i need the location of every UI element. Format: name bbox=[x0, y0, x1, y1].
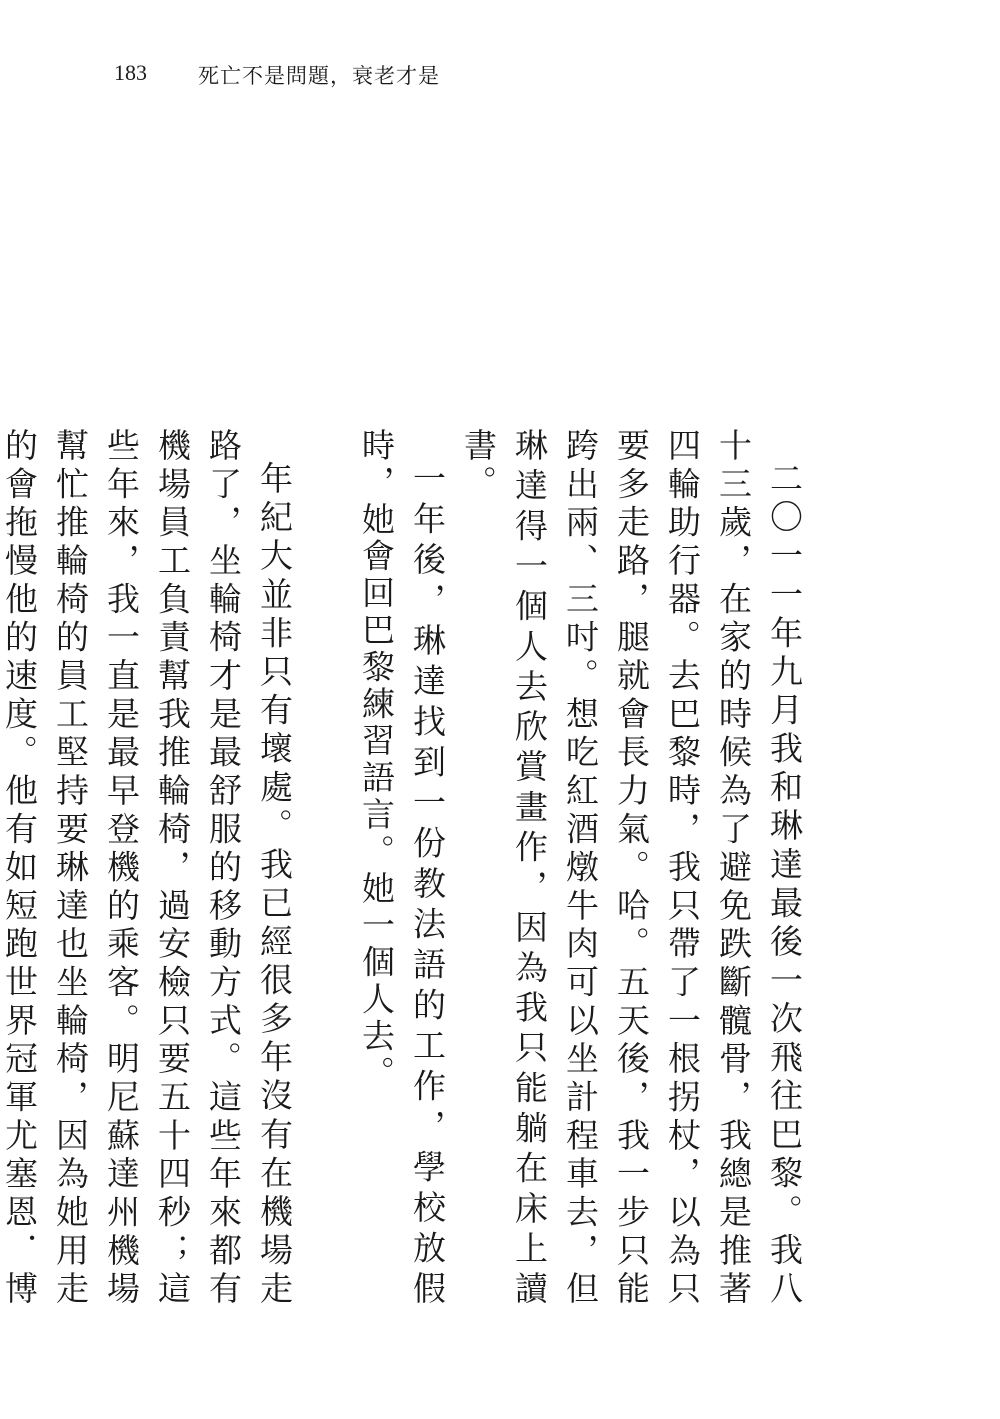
paragraph: 一年後，琳達找到一份教法語的工作，學校放假時，她會回巴黎練習語言。她一個人去。 bbox=[357, 428, 447, 1308]
paragraph: 二〇一一年九月我和琳達最後一次飛往巴黎。我八十三歲，在家的時候為了避免跌斷髖骨，我總是推著四輪助行器。去巴黎時，我只帶了一根拐杖，以為只要多走路，腿就會長力氣。哈。五天後，我一步只能跨出兩、三吋。想吃紅酒燉牛肉可以坐計程車去，但琳達得一個人去欣賞畫作，因為我只能躺在床上讀書。 bbox=[459, 428, 804, 1308]
body-text bbox=[0, 428, 810, 1308]
running-title: 死亡不是問題，衰老才是 bbox=[198, 64, 440, 88]
page-header bbox=[0, 60, 1000, 92]
page-number: 183 bbox=[114, 60, 147, 85]
paragraph: 年紀大並非只有壞處。我已經很多年沒有在機場走路了，坐輪椅才是最舒服的移動方式。這些年來都有機場員工負責幫我推輪椅，過安檢只要五十四秒；這些年來，我一直是最早登機的乘客。明尼蘇達州機場幫忙推輪椅的員工堅持要琳達也坐輪椅，因為她用走的會拖慢他的速度。他有如短跑世界冠軍尤塞恩．博 bbox=[0, 428, 294, 1308]
